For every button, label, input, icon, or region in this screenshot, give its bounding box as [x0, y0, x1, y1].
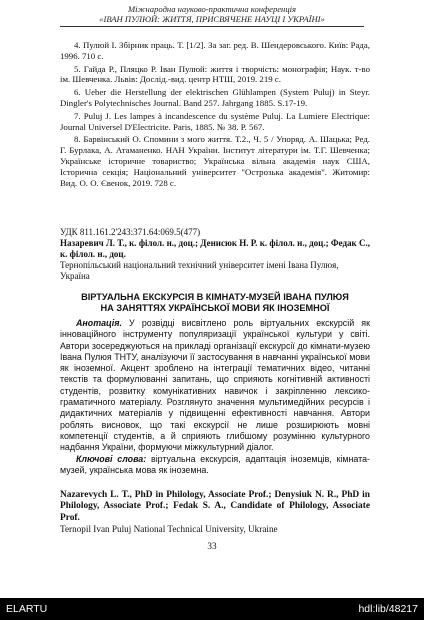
reference-item: 4. Пулюй І. Збірник праць. Т. [1/2]. За заг. ред. В. Шендеровського. Київ: Рада, 1996. 710 с.	[60, 40, 370, 61]
conference-name: Міжнародна науково-практична конференція	[128, 4, 296, 14]
repository-name[interactable]: ELARTU	[6, 603, 48, 615]
article-meta	[60, 227, 370, 282]
abstract-label: Анотація.	[76, 318, 122, 328]
header-rule	[60, 26, 364, 27]
abstract-block	[60, 318, 370, 476]
keywords-label: Ключові слова:	[76, 453, 147, 464]
conference-title: «ІВАН ПУЛЮЙ: ЖИТТЯ, ПРИСВЯЧЕНЕ НАУЦІ І УКРАЇНІ»	[99, 14, 325, 24]
repository-footer	[0, 598, 424, 620]
keywords-paragraph	[60, 454, 370, 477]
reference-item: 8. Барвінський О. Спомини з мого життя. Т.2., Ч. 5 / Упоряд. А. Шацька; Ред. Г. Бурлака, А. Атаманенко. НАН України. Інститут літератури ім. Т.Г. Шевченка; Українське історичне товариство; Українська вільна академія наук США, Історична секція; Національний університет "Острозька академія". Житомир: Вид. О. О. Євенок, 2019. 728 с.	[60, 134, 370, 188]
english-affiliation: Ternopil Ivan Puluj National Technical University, Ukraine	[60, 524, 278, 535]
keywords-text: віртуальна екскурсія, адаптація іноземців, кімната-музей, українська мова як іноземна.	[60, 453, 370, 475]
page-number: 33	[207, 541, 217, 551]
title-line: ВІРТУАЛЬНА ЕКСКУРСІЯ В КІМНАТУ-МУЗЕЙ ІВАНА ПУЛЮЯ	[81, 292, 349, 302]
reference-item: 7. Puluj J. Les lampes à incandescence du système Puluj. La Lumiere Electrique: Journal Universel D'Electricite. Paris, 1885. № 38. P. 567.	[60, 110, 370, 132]
abstract-text: У розвідці висвітлено роль віртуальних екскурсій як інноваційного інструменту популяризації української культури у світі. Автори зосереджуються на прикладі організації екскурсії до кімнати-музею Івана Пулюя ТНТУ, аналізуючи її застосування в навчанні української мови як іноземної. Акцент зроблено на інтеграції тематичних відео, читанні текстів та формулюванні запитань, що сприяють когнітивній активності студентів, розвитку комунікативних навичок і закріпленню лексико-граматичного матеріалу. Розглянуто значення мультимедійних ресурсів і дидактичних матеріалів у підвищенні ефективності навчання. Автори роблять висновок, що такі екскурсії не лише розширюють мовні компетенції студентів, а й сприяють глибшому розумінню культурного надбання України, формуючи міжкультурний діалог.	[60, 318, 370, 453]
english-meta	[60, 490, 370, 535]
article-title	[60, 292, 370, 314]
abstract-paragraph	[60, 318, 370, 454]
title-line: НА ЗАНЯТТЯХ УКРАЇНСЬКОЇ МОВИ ЯК ІНОЗЕМНОЇ	[100, 303, 330, 313]
reference-list	[60, 40, 370, 190]
handle-id[interactable]: hdl:lib/48217	[358, 603, 418, 615]
reference-item: 6. Ueber die Herstellung der elektrischen Glühlampen (System Puluj) in Steyr. Dingler's Polytechnisches Journal. Band 257. Jahrgang 1885. S.17-19.	[60, 87, 370, 108]
english-authors: Nazarevych L. T., PhD in Philology, Associate Prof.; Denysiuk N. R., PhD in Philology, Associate Prof.; Fedak S. A., Candidate of Philology, Associate Prof.	[60, 490, 370, 523]
article-affiliation: Тернопільський національний технічний університет імені Івана Пулюя, Україна	[60, 260, 339, 281]
article-authors: Назаревич Л. Т., к. філол. н., доц.; Денисюк Н. Р. к. філол. н., доц.; Федак С., к. філол. н., доц.	[60, 238, 370, 259]
udc-code: УДК 811.161.2'243:371.64:069.5(477)	[60, 227, 201, 237]
reference-item: 5. Гайда Р., Пляцко Р. Іван Пулюй: життя і творчість: монографія; Наук. т-во ім. Шевченка. Львів: Дослід.-вид. центр НТШ, 2019. 219 с.	[60, 63, 370, 85]
running-header	[60, 4, 364, 24]
